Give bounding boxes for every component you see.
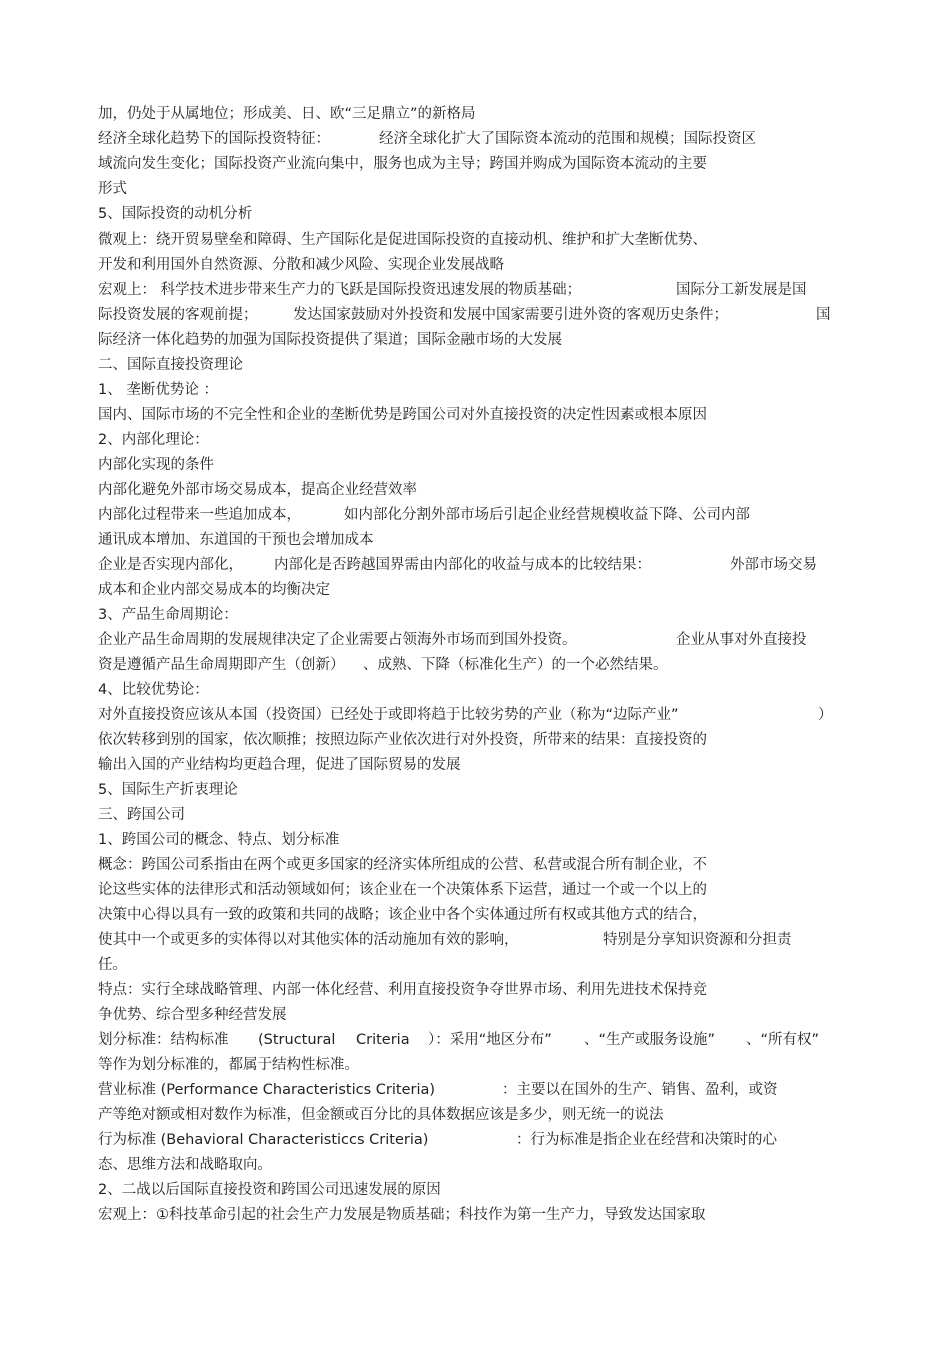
text-segment: Criteria	[356, 1032, 410, 1048]
text-segment: 内部化是否跨越国界需由内部化的收益与成本的比较结果：	[274, 557, 651, 573]
text-segment: 形式	[98, 181, 127, 197]
text-segment: 5、国际生产折衷理论	[98, 782, 238, 798]
text-segment: 宏观上：①科技革命引起的社会生产力发展是物质基础；科技作为第一生产力，导致发达国家取	[98, 1207, 706, 1223]
text-segment: 三、跨国公司	[98, 807, 185, 823]
text-segment: 使其中一个或更多的实体得以对其他实体的活动施加有效的影响，	[98, 932, 519, 948]
text-segment: 产等绝对额或相对数作为标准，但金额或百分比的具体数据应该是多少，则无统一的说法	[98, 1107, 664, 1123]
text-segment: 开发和利用国外自然资源、分散和减少风险、实现企业发展战略	[98, 257, 504, 273]
text-segment: 对外直接投资应该从本国（投资国）已经处于或即将趋于比较劣势的产业（称为“边际产业”	[98, 707, 679, 723]
text-segment: 宏观上： 科学技术进步带来生产力的飞跃是国际投资迅速发展的物质基础；	[98, 282, 582, 298]
text-segment: 企业产品生命周期的发展规律决定了企业需要占领海外市场而到国外投资。	[98, 632, 577, 648]
text-segment: 输出入国的产业结构均更趋合理，促进了国际贸易的发展	[98, 757, 461, 773]
text-segment: 国际分工新发展是国	[676, 282, 807, 298]
text-segment: 内部化过程带来一些追加成本，	[98, 507, 301, 523]
text-segment: ：主要以在国外的生产、销售、盈利，或资	[502, 1082, 778, 1098]
text-segment: 任。	[98, 957, 127, 973]
text-segment: 概念：跨国公司系指由在两个或更多国家的经济实体所组成的公营、私营或混合所有制企业，不	[98, 857, 707, 873]
text-segment: 资是遵循产品生命周期即产生（创新）	[98, 657, 345, 673]
text-segment: ）	[818, 707, 833, 723]
text-segment: 4、比较优势论：	[98, 682, 209, 698]
text-segment: 际经济一体化趋势的加强为国际投资提供了渠道；国际金融市场的大发展	[98, 332, 562, 348]
text-segment: 、“生产或服务设施”	[584, 1032, 716, 1048]
text-segment: 内部化避免外部市场交易成本，提高企业经营效率	[98, 482, 417, 498]
text-segment: 5、国际投资的动机分析	[98, 206, 253, 222]
text-segment: 争优势、综合型多种经营发展	[98, 1007, 287, 1023]
text-segment: 国内、国际市场的不完全性和企业的垄断优势是跨国公司对外直接投资的决定性因素或根本原因	[98, 407, 707, 423]
text-segment: 论这些实体的法律形式和活动领域如何；该企业在一个决策体系下运营，通过一个或一个以上的	[98, 882, 707, 898]
text-segment: 行为标准 (Behavioral Characteristiccs Criteria)	[98, 1132, 429, 1148]
text-segment: 通讯成本增加、东道国的干预也会增加成本	[98, 532, 374, 548]
text-segment: ：行为标准是指企业在经营和决策时的心	[516, 1132, 777, 1148]
text-segment: 特别是分享知识资源和分担责	[603, 932, 792, 948]
text-segment: 态、思维方法和战略取向。	[98, 1157, 272, 1173]
text-segment: ）：采用“地区分布”	[428, 1032, 552, 1048]
text-segment: 际投资发展的客观前提；	[98, 307, 258, 323]
text-segment: 内部化实现的条件	[98, 457, 214, 473]
text-segment: 、“所有权”	[746, 1032, 820, 1048]
text-segment: 决策中心得以具有一致的政策和共同的战略；该企业中各个实体通过所有权或其他方式的结合，	[98, 907, 707, 923]
text-segment: 如内部化分割外部市场后引起企业经营规模收益下降、公司内部	[344, 507, 750, 523]
text-segment: 企业从事对外直接投	[676, 632, 807, 648]
text-segment: 微观上：绕开贸易壁垒和障碍、生产国际化是促进国际投资的直接动机、维护和扩大垄断优势、	[98, 232, 707, 248]
text-segment: 2、二战以后国际直接投资和跨国公司迅速发展的原因	[98, 1182, 441, 1198]
text-segment: 域流向发生变化；国际投资产业流向集中，服务也成为主导；跨国并购成为国际资本流动的主要	[98, 156, 707, 172]
text-segment: 发达国家鼓励对外投资和发展中国家需要引进外资的客观历史条件；	[293, 307, 728, 323]
text-segment: 经济全球化扩大了国际资本流动的范围和规模；国际投资区	[379, 131, 756, 147]
text-segment: 经济全球化趋势下的国际投资特征：	[98, 131, 330, 147]
text-segment: 3、产品生命周期论：	[98, 607, 238, 623]
text-segment: 二、国际直接投资理论	[98, 357, 243, 373]
text-segment: 划分标准：结构标准	[98, 1032, 229, 1048]
text-segment: 、成熟、下降（标准化生产）的一个必然结果。	[363, 657, 668, 673]
text-segment: 1、 垄断优势论 ：	[98, 382, 218, 398]
text-segment: 依次转移到别的国家，依次顺推；按照边际产业依次进行对外投资，所带来的结果：直接投资的	[98, 732, 707, 748]
text-segment: 1、跨国公司的概念、特点、划分标准	[98, 832, 340, 848]
text-segment: 特点：实行全球战略管理、内部一体化经营、利用直接投资争夺世界市场、利用先进技术保持竞	[98, 982, 707, 998]
text-segment: 2、内部化理论：	[98, 432, 209, 448]
text-segment: 成本和企业内部交易成本的均衡决定	[98, 582, 330, 598]
text-segment: 等作为划分标准的，都属于结构性标准。	[98, 1057, 359, 1073]
text-segment: 国	[816, 307, 831, 323]
text-segment: 加，仍处于从属地位；形成美、日、欧“三足鼎立”的新格局	[98, 106, 476, 122]
text-segment: (Structural	[258, 1032, 336, 1048]
text-segment: 外部市场交易	[730, 557, 817, 573]
text-segment: 营业标准 (Performance Characteristics Criteria)	[98, 1082, 436, 1098]
text-segment: 企业是否实现内部化，	[98, 557, 243, 573]
